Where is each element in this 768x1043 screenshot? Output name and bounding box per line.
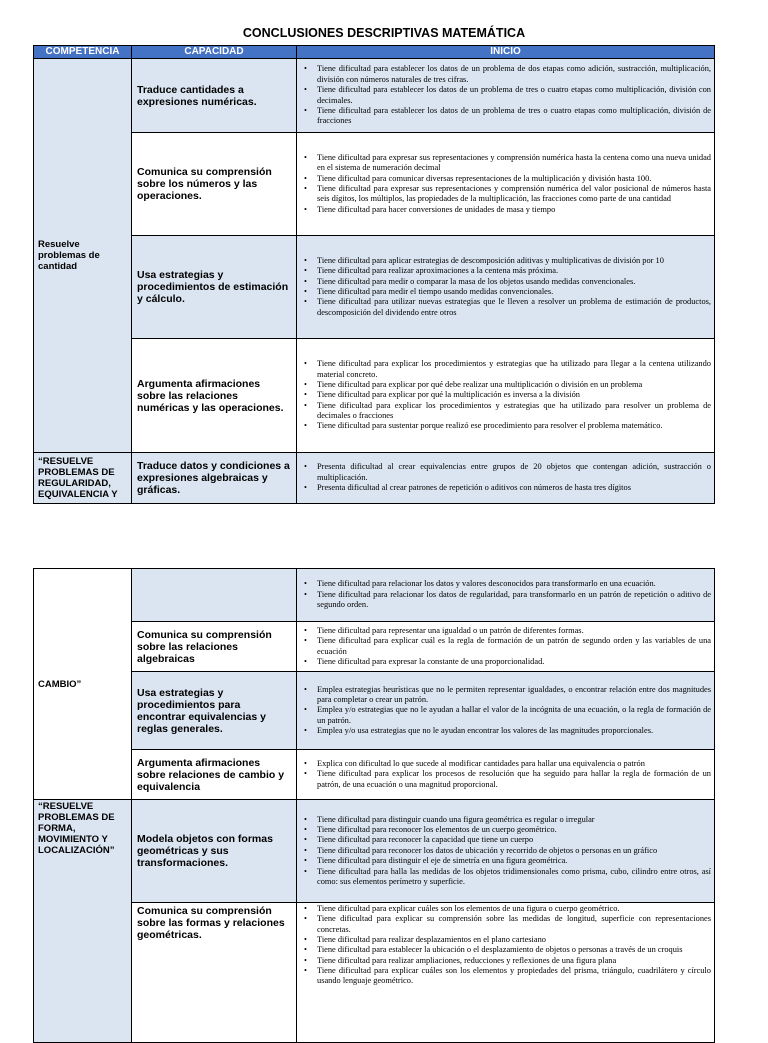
list-item: • Tiene dificultad para explicar los procedimientos y estrategias que ha utilizado para llegar a la centena utilizando material concreto.: [317, 359, 711, 380]
list-item: • Tiene dificultad para representar una igualdad o un patrón de diferentes formas.: [317, 626, 711, 636]
table-row: [34, 672, 715, 750]
list-item: • Tiene dificultad para establecer los datos de un problema de tres o cuatro etapas como multiplicación, división con decimales.: [317, 85, 711, 106]
conclusion-list: [297, 904, 711, 987]
table-header: [34, 46, 715, 59]
table-row: [34, 903, 715, 1043]
list-item: • Tiene dificultad para halla las medidas de los objetos tridimensionales como prisma, cubo, cilindro entre otros, así como: sus elementos perímetro y superficie.: [317, 867, 711, 888]
inicio-cell: [297, 903, 715, 1043]
conclusion-list: [297, 626, 711, 667]
list-item: • Tiene dificultad para aplicar estrategias de descomposición aditivas y multiplicativas de división por 10: [317, 256, 711, 266]
list-item: • Explica con dificultad lo que sucede al modificar cantidades para hallar una equivalencia o patrón: [317, 759, 711, 769]
list-item: • Presenta dificultad al crear equivalencias entre grupos de 20 objetos que contengan adición, sustracción o multiplicación.: [317, 462, 711, 483]
capacidad-cell: Comunica su comprensión sobre las relaciones algebraicas: [132, 622, 297, 672]
list-item: • Tiene dificultad para sustentar porque realizó ese procedimiento para resolver el problema matemático.: [317, 421, 711, 431]
capacidad-cell: Usa estrategias y procedimientos para encontrar equivalencias y reglas generales.: [132, 672, 297, 750]
table-row: [34, 800, 715, 903]
competencia-forma: [34, 800, 132, 1043]
inicio-cell: [297, 236, 715, 339]
list-item: • Emplea y/o usa estrategias que no le ayudan encontrar los valores de las magnitudes proporcionales.: [317, 726, 711, 736]
list-item: • Presenta dificultad al crear patrones de repetición o aditivos con números de hasta tres dígitos: [317, 483, 711, 493]
competencia-forma-text: “RESUELVE PROBLEMAS DE FORMA, MOVIMIENTO Y LOCALIZACIÓN”: [38, 801, 115, 856]
capacidad-cell: Argumenta afirmaciones sobre las relaciones numéricas y las operaciones.: [132, 339, 297, 453]
header-competencia: COMPETENCIA: [34, 46, 132, 59]
list-item: • Tiene dificultad para utilizar nuevas estrategias que le lleven a resolver un problema de estimación de productos, descomposición del dividendo entre otros: [317, 297, 711, 318]
competencia-cambio: CAMBIO”: [34, 569, 132, 800]
header-inicio: INICIO: [297, 46, 715, 59]
list-item: • Tiene dificultad para explicar los procesos de resolución que ha seguido para hallar la regla de formación de un patrón, de una ecuación o una magnitud proporcional.: [317, 769, 711, 790]
capacidad-cell: Modela objetos con formas geométricas y sus transformaciones.: [132, 800, 297, 903]
list-item: • Tiene dificultad para establecer los datos de un problema de tres o cuatro etapas como multiplicación, división de fracciones: [317, 106, 711, 127]
inicio-cell: [297, 59, 715, 133]
inicio-cell: [297, 133, 715, 236]
capacidad-cell: Traduce datos y condiciones a expresiones algebraicas y gráficas.: [132, 453, 297, 504]
list-item: • Tiene dificultad para expresar sus representaciones y comprensión numérica hasta la centena como una nueva unidad en el sistema de numeración decimal: [317, 153, 711, 174]
list-item: • Tiene dificultad para hacer conversiones de unidades de masa y tiempo: [317, 205, 711, 215]
table-row: [34, 453, 715, 504]
conclusion-list: [297, 815, 711, 887]
table-row: [34, 569, 715, 622]
competencia-regularidad: [34, 453, 132, 504]
table-row: [34, 236, 715, 339]
capacidad-cell: Argumenta afirmaciones sobre relaciones de cambio y equivalencia: [132, 750, 297, 800]
competencia-cantidad: Resuelve problemas de cantidad: [34, 59, 132, 453]
list-item: • Tiene dificultad para comunicar diversas representaciones de la multiplicación y división hasta 100.: [317, 174, 711, 184]
inicio-cell: [297, 569, 715, 622]
conclusion-list: [297, 685, 711, 737]
list-item: • Tiene dificultad para explicar cuál es la regla de formación de un patrón de segundo orden y las variables de una ecuación: [317, 636, 711, 657]
list-item: • Tiene dificultad para distinguir el eje de simetría en una figura geométrica.: [317, 856, 711, 866]
inicio-cell: [297, 622, 715, 672]
capacidad-cell: Comunica su comprensión sobre los números y las operaciones.: [132, 133, 297, 236]
conclusion-list: [297, 759, 711, 790]
list-item: • Tiene dificultad para explicar cuáles son los elementos de una figura o cuerpo geométrico.: [317, 904, 711, 914]
competencia-regularidad-text: “RESUELVE PROBLEMAS DE REGULARIDAD, EQUIVALENCIA Y: [38, 456, 118, 500]
list-item: • Tiene dificultad para reconocer los datos de ubicación y recorrido de objetos o personas en un gráfico: [317, 846, 711, 856]
list-item: • Tiene dificultad para relacionar los datos de regularidad, para transformarlo en un patrón de repetición o aditivo de segundo orden.: [317, 590, 711, 611]
list-item: • Tiene dificultad para expresar la constante de una proporcionalidad.: [317, 657, 711, 667]
list-item: • Tiene dificultad para reconocer la capacidad que tiene un cuerpo: [317, 835, 711, 845]
list-item: • Tiene dificultad para establecer la ubicación o el desplazamiento de objetos o personas a través de un croquis: [317, 945, 711, 955]
capacidad-cell: Usa estrategias y procedimientos de estimación y cálculo.: [132, 236, 297, 339]
table-row: [34, 750, 715, 800]
list-item: • Tiene dificultad para explicar por qué la multiplicación es inversa a la división: [317, 390, 711, 400]
inicio-cell: [297, 453, 715, 504]
conclusion-list: [297, 579, 711, 610]
conclusiones-table-1: [33, 45, 715, 504]
table-row: [34, 339, 715, 453]
conclusion-list: [297, 256, 711, 318]
inicio-cell: [297, 339, 715, 453]
capacidad-cell: Traduce cantidades a expresiones numéricas.: [132, 59, 297, 133]
list-item: • Tiene dificultad para realizar ampliaciones, reducciones y reflexiones de una figura plana: [317, 956, 711, 966]
list-item: • Tiene dificultad para reconocer los elementos de un cuerpo geométrico.: [317, 825, 711, 835]
inicio-cell: [297, 800, 715, 903]
list-item: • Tiene dificultad para explicar cuáles son los elementos y propiedades del prisma, triángulo, cuadrilátero y círculo usando lenguaje geométrico.: [317, 966, 711, 987]
header-capacidad: CAPACIDAD: [132, 46, 297, 59]
list-item: • Tiene dificultad para distinguir cuando una figura geométrica es regular o irregular: [317, 815, 711, 825]
list-item: • Tiene dificultad para explicar su comprensión sobre las medidas de longitud, superficie con representaciones concretas.: [317, 914, 711, 935]
conclusiones-table-2: [33, 568, 715, 1043]
table-row: [34, 59, 715, 133]
list-item: • Tiene dificultad para medir el tiempo usando medidas convencionales.: [317, 287, 711, 297]
list-item: • Tiene dificultad para relacionar los datos y valores desconocidos para transformarlo en una ecuación.: [317, 579, 711, 589]
list-item: • Tiene dificultad para explicar por qué debe realizar una multiplicación o división en un problema: [317, 380, 711, 390]
inicio-cell: [297, 672, 715, 750]
conclusion-list: [297, 359, 711, 431]
conclusion-list: [297, 64, 711, 126]
conclusion-list: [297, 153, 711, 215]
list-item: • Tiene dificultad para explicar los procedimientos y estrategias que ha utilizado para resolver un problema de decimales o fracciones: [317, 401, 711, 422]
list-item: • Tiene dificultad para expresar sus representaciones y comprensión numérica del valor posicional de números hasta seis dígitos, los múltiplos, las propiedades de la multiplicación, las fracciones como parte de una cantidad: [317, 184, 711, 205]
capacidad-cell: [132, 569, 297, 622]
inicio-cell: [297, 750, 715, 800]
page-title: CONCLUSIONES DESCRIPTIVAS MATEMÁTICA: [242, 26, 526, 40]
list-item: • Emplea estrategias heurísticas que no le permiten representar igualdades, o encontrar relación entre dos magnitudes para completar o crear un patrón.: [317, 685, 711, 706]
list-item: • Tiene dificultad para medir o comparar la masa de los objetos usando medidas convencionales.: [317, 277, 711, 287]
list-item: • Tiene dificultad para establecer los datos de un problema de dos etapas como adición, sustracción, multiplicación, división con números naturales de tres cifras.: [317, 64, 711, 85]
list-item: • Emplea y/o estrategias que no le ayudan a hallar el valor de la incógnita de una ecuación, o la regla de formación de un patrón.: [317, 705, 711, 726]
table-row: [34, 133, 715, 236]
list-item: • Tiene dificultad para realizar aproximaciones a la centena más próxima.: [317, 266, 711, 276]
table-row: [34, 622, 715, 672]
list-item: • Tiene dificultad para realizar desplazamientos en el plano cartesiano: [317, 935, 711, 945]
conclusion-list: [297, 462, 711, 493]
capacidad-cell: Comunica su comprensión sobre las formas y relaciones geométricas.: [132, 903, 297, 1043]
